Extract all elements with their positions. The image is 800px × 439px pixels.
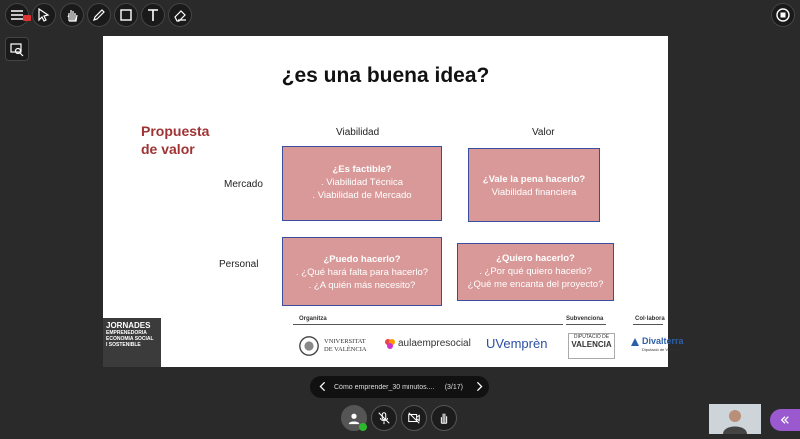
microphone-button[interactable] <box>371 405 397 431</box>
slide-navigation-bar <box>310 376 489 398</box>
jornades-line2: EMPRENEDORIA <box>106 330 147 336</box>
box-quiero-hacerlo-line2: ¿Qué me encanta del proyecto? <box>467 279 604 290</box>
university-seal-icon <box>298 335 320 357</box>
jornades-line3: ECONOMIA SOCIAL <box>106 336 154 342</box>
col-labora-label: Col·labora <box>635 316 665 322</box>
subvenciona-label: Subvenciona <box>566 316 604 322</box>
mic-muted-icon <box>377 411 391 425</box>
double-chevron-left-icon <box>780 415 790 425</box>
expand-panel-button[interactable] <box>770 409 800 431</box>
stop-presentation-button[interactable] <box>771 3 795 27</box>
text-tool-button[interactable] <box>141 3 165 27</box>
diputacio-line2: VALENCIA <box>571 340 612 349</box>
presentation-file-name: Cómo emprender_30 minutos.... <box>334 383 435 391</box>
online-status-icon <box>359 423 367 431</box>
propuesta-line-2: de valor <box>141 141 195 157</box>
row-header-personal: Personal <box>219 259 259 270</box>
divalterra-sub-text: Diputació de València <box>642 347 681 352</box>
col-labora-divider <box>633 324 663 325</box>
aula-flower-icon <box>384 338 396 350</box>
organitza-divider <box>293 324 563 325</box>
box-puedo-hacerlo-question: ¿Puedo hacerlo? <box>323 254 401 265</box>
camera-off-icon <box>407 411 421 425</box>
uv-logo-line1: VNIVERSITAT <box>324 338 366 345</box>
pen-tool-button[interactable] <box>87 3 111 27</box>
chevron-right-icon <box>476 381 483 392</box>
pencil-icon <box>91 7 107 23</box>
eraser-icon <box>172 7 188 23</box>
presentation-slide <box>103 36 684 367</box>
box-quiero-hacerlo <box>457 243 614 301</box>
text-icon <box>145 7 161 23</box>
jornades-line4: I SOSTENIBLE <box>106 342 141 348</box>
stop-icon <box>775 7 791 23</box>
column-header-viabilidad: Viabilidad <box>336 127 380 138</box>
eraser-tool-button[interactable] <box>168 3 192 27</box>
box-es-factible-question: ¿Es factible? <box>332 164 392 175</box>
divalterra-mark-icon <box>630 337 640 347</box>
next-slide-button[interactable] <box>469 381 489 394</box>
box-puedo-hacerlo <box>282 237 442 306</box>
box-puedo-hacerlo-line1: . ¿Qué hará falta para hacerlo? <box>295 267 429 278</box>
box-puedo-hacerlo-line2: . ¿A quién más necesito? <box>308 280 416 291</box>
row-header-mercado: Mercado <box>224 179 263 190</box>
universitat-valencia-logo <box>298 333 378 361</box>
screen-zoom-icon <box>9 41 25 57</box>
pan-tool-button[interactable] <box>60 3 84 27</box>
propuesta-line-1: Propuesta <box>141 123 210 139</box>
box-vale-la-pena <box>468 148 600 222</box>
uv-logo-line2: DE VALÈNCIA <box>324 346 367 353</box>
webcam-video-thumbnail[interactable] <box>709 404 761 434</box>
jornades-line1: JORNADES <box>106 321 151 330</box>
page-indicator: (3/17) <box>444 383 463 391</box>
box-quiero-hacerlo-question: ¿Quiero hacerlo? <box>496 253 575 264</box>
propuesta-de-valor-heading <box>141 122 209 158</box>
participant-video-icon <box>709 404 761 434</box>
organitza-label: Organitza <box>299 316 327 322</box>
box-vale-la-pena-line1: Viabilidad financiera <box>491 187 577 198</box>
shape-tool-button[interactable] <box>114 3 138 27</box>
raise-hand-icon <box>437 411 451 425</box>
subvenciona-divider <box>566 324 606 325</box>
jornades-logo <box>103 318 161 367</box>
user-icon <box>347 411 361 425</box>
chevron-left-icon <box>319 381 326 392</box>
diputacio-line1: DIPUTACIÓ DE <box>573 334 610 340</box>
zoom-fit-button[interactable] <box>5 37 29 61</box>
column-header-valor: Valor <box>532 127 555 138</box>
select-tool-button[interactable] <box>32 3 56 27</box>
box-es-factible-line2: . Viabilidad de Mercado <box>312 190 412 201</box>
box-vale-la-pena-question: ¿Vale la pena hacerlo? <box>482 174 586 185</box>
square-icon <box>118 7 134 23</box>
hand-icon <box>64 7 80 23</box>
box-quiero-hacerlo-line1: . ¿Por qué quiero hacerlo? <box>479 266 592 277</box>
box-es-factible-line1: . Viabilidad Técnica <box>320 177 404 188</box>
aula-logo-text: aulaempresocial <box>398 338 471 349</box>
slide-title: ¿es una buena idea? <box>281 64 490 87</box>
cursor-icon <box>36 7 52 23</box>
previous-slide-button[interactable] <box>310 380 334 395</box>
raise-hand-button[interactable] <box>431 405 457 431</box>
recording-indicator <box>23 15 31 21</box>
diputacio-valencia-logo <box>568 333 615 359</box>
divalterra-text: Divalterra <box>642 336 684 346</box>
camera-button[interactable] <box>401 405 427 431</box>
box-es-factible <box>282 146 442 221</box>
uvempren-logo: UVemprèn <box>486 336 548 351</box>
